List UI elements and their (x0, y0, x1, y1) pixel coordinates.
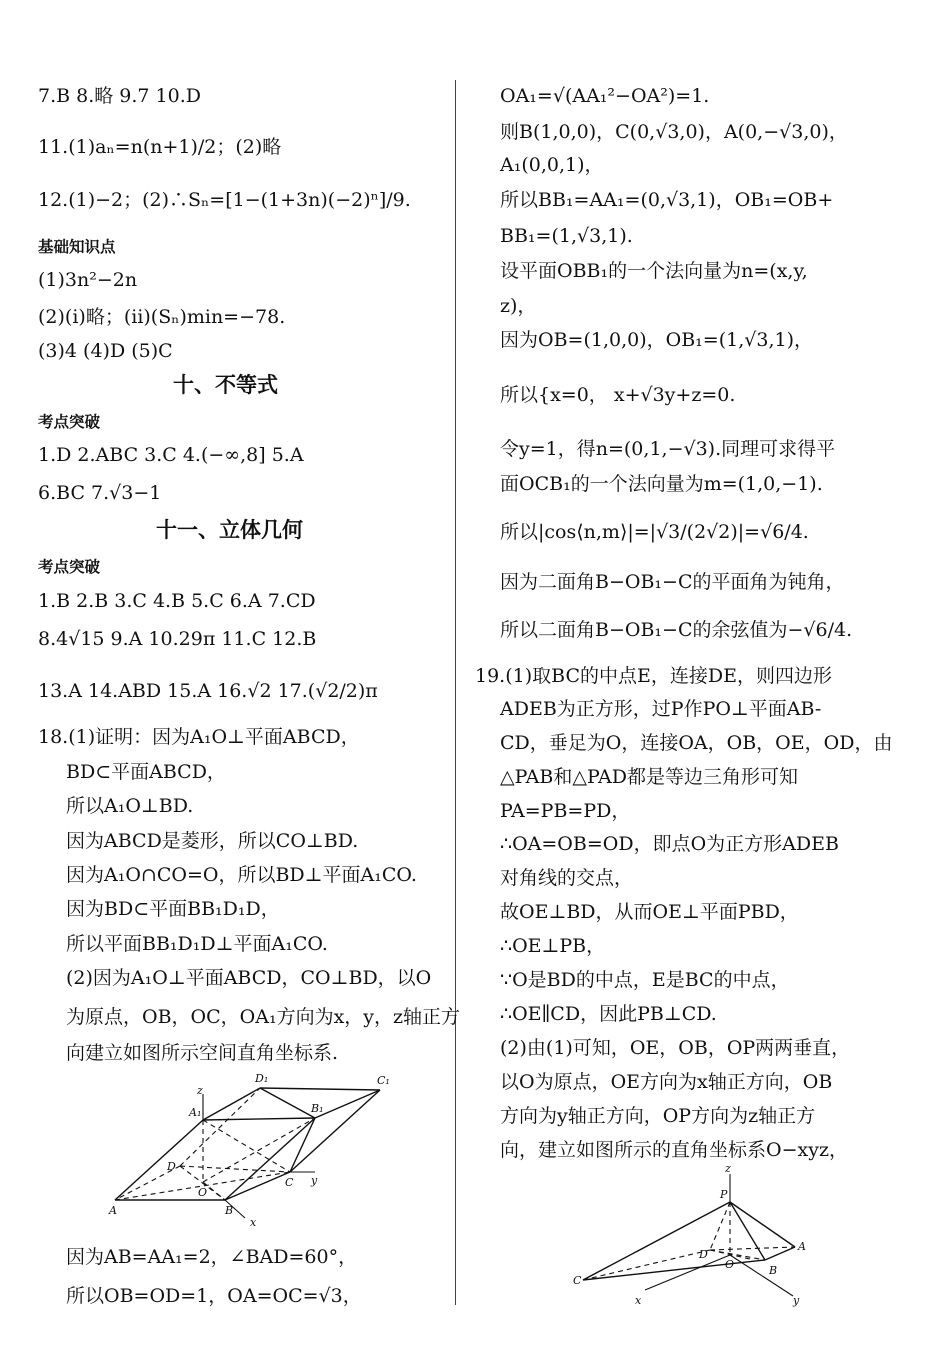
chapter-heading: 十、不等式 (173, 373, 278, 397)
answer-line: △PAB和△PAD都是等边三角形可知 (500, 766, 798, 788)
answer-line: 12.(1)−2；(2)∴Sₙ=[1−(1+3n)(−2)ⁿ]/9. (38, 189, 411, 211)
answer-line: 1.D 2.ABC 3.C 4.(−∞,8] 5.A (38, 444, 304, 466)
fig1-label: O (198, 1186, 208, 1199)
fig1-label: D (167, 1160, 176, 1173)
fig1-label: A (109, 1204, 117, 1217)
answer-line: 因为ABCD是菱形，所以CO⊥BD. (66, 830, 359, 852)
answer-line: 11.(1)aₙ=n(n+1)/2；(2)略 (38, 136, 282, 158)
answer-line: ADEB为正方形，过P作PO⊥平面AB- (500, 698, 822, 720)
answer-line: 6.BC 7.√3−1 (38, 482, 162, 504)
answer-line: 18.(1)证明：因为A₁O⊥平面ABCD， (38, 726, 360, 748)
fig1-label: y (311, 1174, 318, 1187)
answer-line: 令y=1，得n=(0,1,−√3).同理可求得平 (500, 438, 836, 460)
pyramid-figure (565, 1162, 815, 1307)
answer-line: 为原点，OB，OC，OA₁方向为x，y，z轴正方 (66, 1006, 461, 1028)
fig2-label: x (635, 1294, 642, 1307)
answer-line: (3)4 (4)D (5)C (38, 340, 173, 362)
fig1-label: B (225, 1204, 234, 1217)
answer-line: ∴OE∥CD，因此PB⊥CD. (500, 1003, 717, 1025)
answer-line: 因为BD⊂平面BB₁D₁D， (66, 898, 280, 920)
fig2-label: B (769, 1264, 778, 1277)
answer-line: 所以平面BB₁D₁D⊥平面A₁CO. (66, 933, 328, 955)
answer-line: 所以二面角B−OB₁−C的余弦值为−√6/4. (500, 619, 853, 641)
answer-line: 所以OB=OD=1，OA=OC=√3， (66, 1285, 362, 1307)
answer-line: z)， (500, 295, 537, 317)
answer-line: ∵O是BD的中点，E是BC的中点， (500, 969, 790, 991)
answer-line: 所以{x=0， x+√3y+z=0. (500, 384, 736, 406)
answer-line: (2)(ⅰ)略；(ⅱ)(Sₙ)min=−78. (38, 306, 286, 328)
answer-line: 向建立如图所示空间直角坐标系. (66, 1042, 339, 1064)
fig2-label: O (725, 1258, 735, 1271)
answer-line: 19.(1)取BC的中点E，连接DE，则四边形 (475, 665, 832, 687)
fig2-label: A (798, 1240, 806, 1253)
answer-line: 13.A 14.ABD 15.A 16.√2 17.(√2/2)π (38, 680, 378, 702)
section-heading: 基础知识点 (38, 238, 116, 256)
answer-line: 方向为y轴正方向，OP方向为z轴正方 (500, 1105, 816, 1127)
answer-line: 所以|cos⟨n,m⟩|=|√3/(2√2)|=√6/4. (500, 521, 809, 543)
section-heading: 考点突破 (38, 558, 101, 576)
answer-line: BB₁=(1,√3,1). (500, 225, 633, 247)
answer-line: 因为AB=AA₁=2，∠BAD=60°， (66, 1246, 358, 1268)
answer-line: (2)由(1)可知，OE，OB，OP两两垂直， (500, 1037, 851, 1059)
answer-line: 所以BB₁=AA₁=(0,√3,1)，OB₁=OB+ (500, 189, 834, 211)
answer-line: 因为OB=(1,0,0)，OB₁=(1,√3,1)， (500, 329, 813, 351)
answer-line: A₁(0,0,1)， (500, 154, 604, 176)
fig2-label: z (725, 1162, 731, 1175)
section-heading: 考点突破 (38, 413, 101, 431)
answer-line: 面OCB₁的一个法向量为m=(1,0,−1). (500, 473, 823, 495)
fig1-label: A₁ (189, 1106, 202, 1119)
answer-line: ∴OA=OB=OD，即点O为正方形ADEB (500, 833, 839, 855)
answer-line: BD⊂平面ABCD， (66, 761, 226, 783)
answer-line: OA₁=√(AA₁²−OA²)=1. (500, 85, 710, 107)
answer-line: 因为A₁O∩CO=O，所以BD⊥平面A₁CO. (66, 864, 417, 886)
answer-line: (2)因为A₁O⊥平面ABCD，CO⊥BD，以O (66, 967, 432, 989)
answer-line: PA=PB=PD， (500, 800, 631, 822)
column-divider (455, 80, 456, 1305)
answer-line: 以O为原点，OE方向为x轴正方向，OB (500, 1071, 833, 1093)
answer-line: 设平面OBB₁的一个法向量为n=(x,y, (500, 260, 808, 282)
answer-line: CD，垂足为O，连接OA，OB，OE，OD，由 (500, 732, 893, 754)
parallelepiped-figure (105, 1068, 405, 1228)
answer-line: 7.B 8.略 9.7 10.D (38, 85, 202, 107)
answer-line: 1.B 2.B 3.C 4.B 5.C 6.A 7.CD (38, 590, 316, 612)
answer-line: 8.4√15 9.A 10.29π 11.C 12.B (38, 628, 317, 650)
fig1-label: C (285, 1176, 294, 1189)
answer-line: 则B(1,0,0)，C(0,√3,0)，A(0,−√3,0)， (500, 121, 848, 143)
answer-line: 所以A₁O⊥BD. (66, 795, 194, 817)
answer-line: ∴OE⊥PB， (500, 935, 606, 957)
fig2-label: C (573, 1274, 582, 1287)
fig1-label: D₁ (255, 1072, 269, 1085)
fig1-label: z (197, 1084, 203, 1097)
answer-line: (1)3n²−2n (38, 269, 138, 291)
chapter-heading: 十一、立体几何 (156, 518, 303, 542)
fig1-label: B₁ (311, 1102, 324, 1115)
fig1-label: x (250, 1216, 257, 1228)
answer-line: 对角线的交点， (500, 867, 634, 889)
answer-line: 故OE⊥BD，从而OE⊥平面PBD， (500, 901, 799, 923)
fig2-label: P (720, 1188, 728, 1201)
fig2-label: y (793, 1294, 800, 1307)
answer-line: 向，建立如图所示的直角坐标系O−xyz， (500, 1139, 848, 1161)
fig1-label: C₁ (377, 1074, 390, 1087)
answer-line: 因为二面角B−OB₁−C的平面角为钝角， (500, 571, 845, 593)
fig2-label: D (699, 1248, 708, 1261)
